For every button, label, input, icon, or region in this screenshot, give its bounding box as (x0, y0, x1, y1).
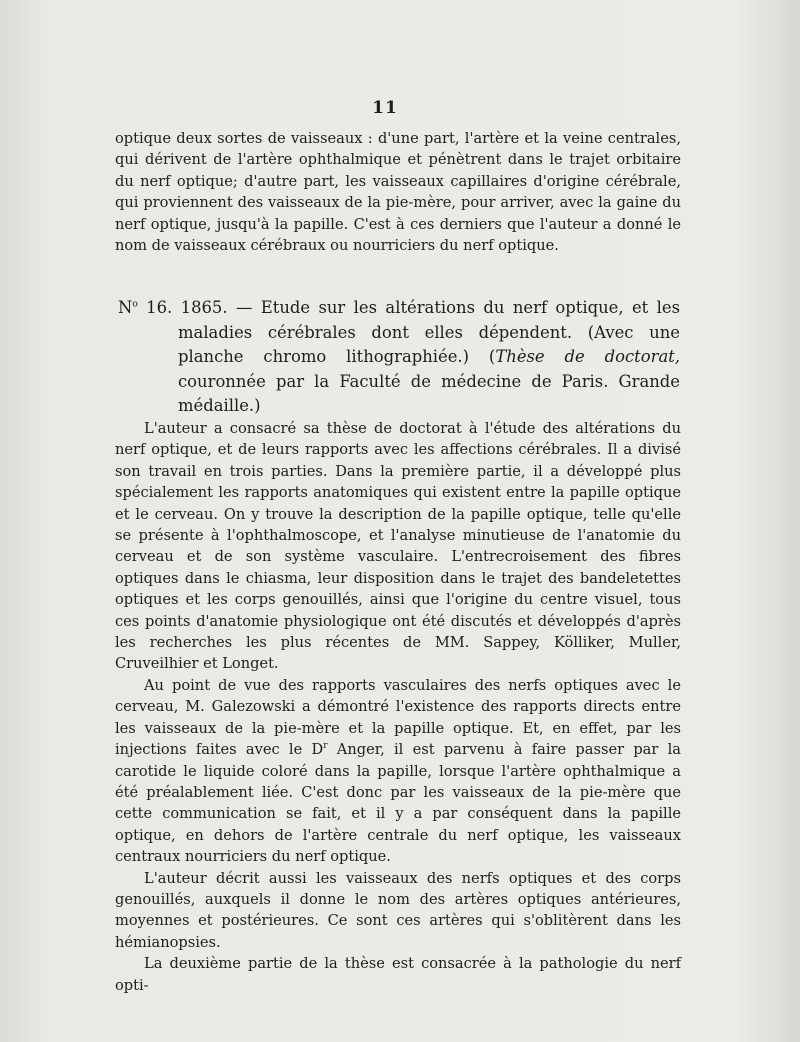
body-paragraph-2-start: Au point de vue des rapports vasculaires des nerfs optiques avec le cerveau, M. Galezowski a démontré l'existence des rapports directs entre les vaisseaux de la pie-mère et la papille optique. Et, en effet, par les injections faites avec le D (115, 676, 681, 759)
publication-entry (118, 296, 680, 419)
body-paragraph-3: L'auteur décrit aussi les vaisseaux des nerfs optiques et des corps genouillés, auxquels il donne le nom des artères optiques antérieures, moyennes et postérieures. Ce sont ces artères qui s'oblitèrent dans les hémianopsies. (115, 869, 681, 951)
page-number: 11 (372, 98, 398, 118)
entry-year: 1865. (180, 298, 228, 317)
body-text (115, 418, 681, 996)
body-paragraph-2-end: Anger, il est parvenu à faire passer par la carotide le liquide coloré dans la papille, lorsque l'artère ophthalmique a été préalablement liée. C'est donc par les vaisseaux de la pie-mère que cette communication se fait, et il y a par conséquent dans la papille optique, en dehors de l'artère centrale du nerf optique, les vaisseaux centraux nourriciers du nerf optique. (115, 741, 681, 866)
entry-heading (118, 296, 680, 419)
entry-title-rest: couronnée par la Faculté de médecine de Paris. Grande médaille.) (178, 371, 680, 415)
entry-italic-note: Thèse de doctorat, (495, 347, 681, 366)
entry-number-label: N (118, 298, 133, 317)
entry-number-sup: o (132, 299, 138, 310)
body-paragraph-2 (115, 675, 681, 868)
entry-number: 16. (137, 298, 173, 317)
body-paragraph-1: L'auteur a consacré sa thèse de doctorat à l'étude des altérations du nerf optique, et de leurs rapports avec les affections cérébrales. Il a divisé son travail en trois parties. Dans la première partie, il a développé plus spécialement les rapports anatomiques qui existent entre la papille optique et le cerveau. On y trouve la description de la papille optique, telle qu'elle se présente à l'ophthalmoscope, et l'analyse minutieuse de l'anatomie du cerveau et de son système vasculaire. L'entrecroisement des fibres optiques dans le chiasma, leur disposition dans le trajet des bandeletettes optiques et les corps genouillés, ainsi que l'origine du centre visuel, tous ces points d'anatomie physiologique ont été discutés et développés d'après les recherches les plus récentes de MM. Sappey, Kölliker, Muller, Cruveilhier et Longet. (115, 420, 681, 673)
intro-paragraph: optique deux sortes de vaisseaux : d'une part, l'artère et la veine centrales, qui dérivent de l'artère ophthalmique et pénètrent dans le trajet orbitaire du nerf optique; d'autre part, les vaisseaux capillaires d'origine cérébrale, qui proviennent des vaisseaux de la pie-mère, pour arriver, avec la gaine du nerf optique, jusqu'à la papille. C'est à ces derniers que l'auteur a donné le nom de vaisseaux cérébraux ou nourriciers du nerf optique. (115, 130, 681, 255)
doctor-abbrev-sup: r (323, 741, 328, 752)
body-paragraph-4: La deuxième partie de la thèse est consacrée à la pathologie du nerf opti- (115, 955, 681, 994)
entry-title: — Etude sur les altérations du nerf optique, et les maladies cérébrales dont elles dépendent. (Avec une planche chromo lithographiée.) ( (178, 298, 680, 366)
